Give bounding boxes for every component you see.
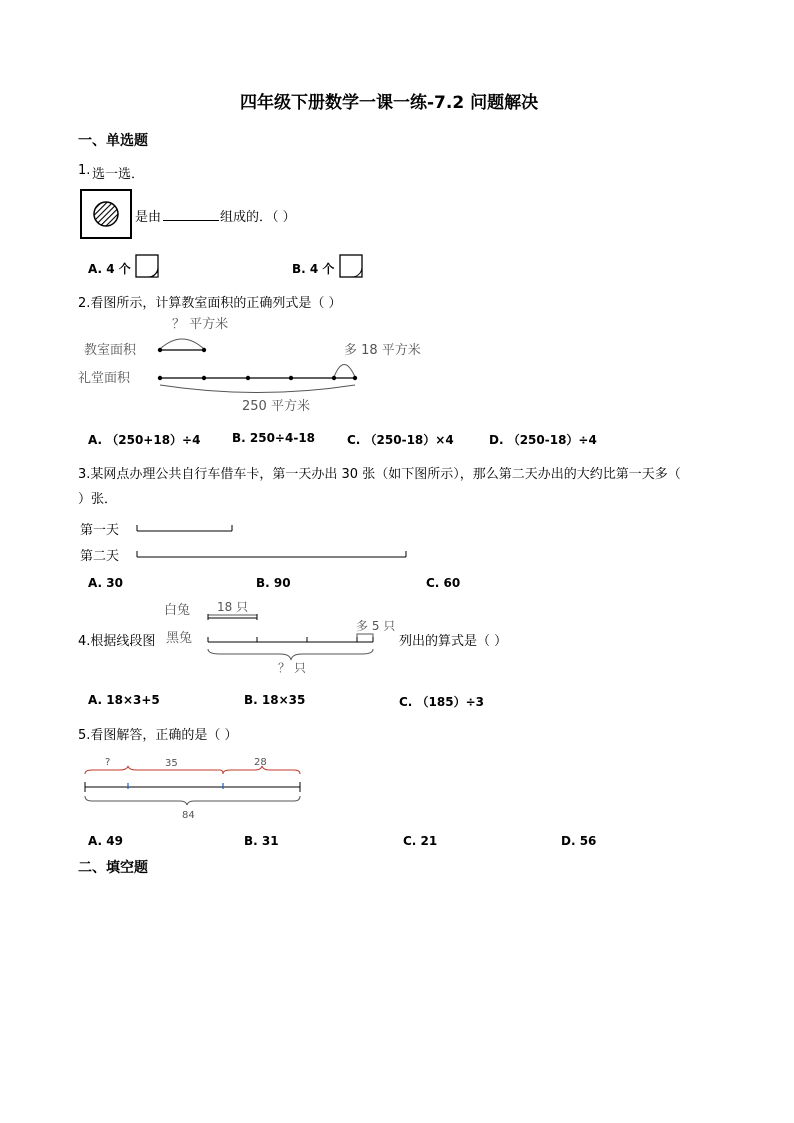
diagram-unknown-area-label: ？ 平方米	[172, 317, 229, 332]
question-5-segment-diagram	[80, 754, 306, 824]
diagram-classroom-label: 教室面积	[84, 343, 137, 358]
diagram-part-28-label: 28	[254, 757, 267, 768]
question-2-area-segment-diagram	[76, 312, 436, 416]
quarter-square-icon	[135, 254, 161, 280]
diagram-black-rabbit-label: 黑兔	[166, 631, 193, 646]
question-4-text-lead: 4.根据线段图	[78, 634, 156, 649]
question-1-hatched-square-figure	[80, 189, 132, 239]
question-5-option-c[interactable]: C. 21	[403, 834, 438, 848]
question-3-option-c[interactable]: C. 60	[426, 576, 461, 590]
diagram-extra-rabbits-label: 多 5 只	[356, 619, 396, 633]
question-1-blank-line	[163, 220, 219, 221]
question-5-option-d[interactable]: D. 56	[561, 834, 597, 848]
diagram-extra-area-label: 多 18 平方米	[344, 343, 421, 358]
section-heading-fill-in: 二、填空题	[78, 860, 148, 876]
question-2-option-d[interactable]: D. （250-18）÷4	[489, 433, 597, 447]
diagram-auditorium-label: 礼堂面积	[78, 371, 131, 386]
diagram-white-rabbit-count: 18 只	[217, 600, 249, 614]
diagram-total-rabbits-label: ？ 只	[278, 661, 306, 675]
question-4-option-a[interactable]: A. 18×3+5	[88, 693, 160, 707]
question-5-option-b[interactable]: B. 31	[244, 834, 279, 848]
question-1-option-a[interactable]: A. 4 个	[88, 262, 131, 276]
question-3-text-line-1: 3.某网点办理公共自行车借车卡，第一天办出 30 张（如下图所示），那么第二天办出的大约比第一天多（	[78, 467, 681, 482]
diagram-total-area-label: 250 平方米	[242, 399, 310, 414]
question-3-text-line-2: ）张．	[78, 492, 118, 507]
question-5-text: 5.看图解答，正确的是（ ）	[78, 728, 238, 743]
diagram-total-84-label: 84	[182, 810, 195, 821]
question-3-segment-diagram	[134, 520, 414, 560]
question-1-stem-before: 是由	[135, 210, 162, 225]
page-title: 四年级下册数学一课一练-7.2 问题解决	[240, 93, 539, 113]
question-1-number: 1.	[78, 163, 91, 178]
diagram-day-one-label: 第一天	[80, 523, 120, 538]
question-1-stem-after: 组成的．（ ）	[220, 210, 296, 225]
question-2-option-a[interactable]: A. （250+18）÷4	[88, 433, 201, 447]
question-2-option-c[interactable]: C. （250-18）×4	[347, 433, 454, 447]
question-4-rabbit-segment-diagram	[160, 596, 396, 678]
section-heading-single-choice: 一、单选题	[78, 133, 148, 149]
question-2-option-b[interactable]: B. 250÷4-18	[232, 431, 316, 445]
diagram-white-rabbit-label: 白兔	[164, 603, 191, 618]
question-4-option-b[interactable]: B. 18×35	[244, 693, 306, 707]
diagram-unknown-part-label: ?	[105, 757, 111, 768]
diagram-part-35-label: 35	[165, 758, 178, 769]
quarter-square-outline-icon	[339, 254, 365, 280]
question-1-option-b[interactable]: B. 4 个	[292, 262, 335, 276]
question-1-text: 选一选．	[92, 167, 145, 182]
question-4-option-c[interactable]: C. （185）÷3	[399, 695, 484, 709]
question-3-option-a[interactable]: A. 30	[88, 576, 123, 590]
question-2-text: 2.看图所示，计算教室面积的正确列式是（ ）	[78, 296, 342, 311]
question-5-option-a[interactable]: A. 49	[88, 834, 123, 848]
question-3-option-b[interactable]: B. 90	[256, 576, 291, 590]
diagram-day-two-label: 第二天	[80, 549, 120, 564]
question-4-text-tail: 列出的算式是（ ）	[399, 634, 508, 649]
